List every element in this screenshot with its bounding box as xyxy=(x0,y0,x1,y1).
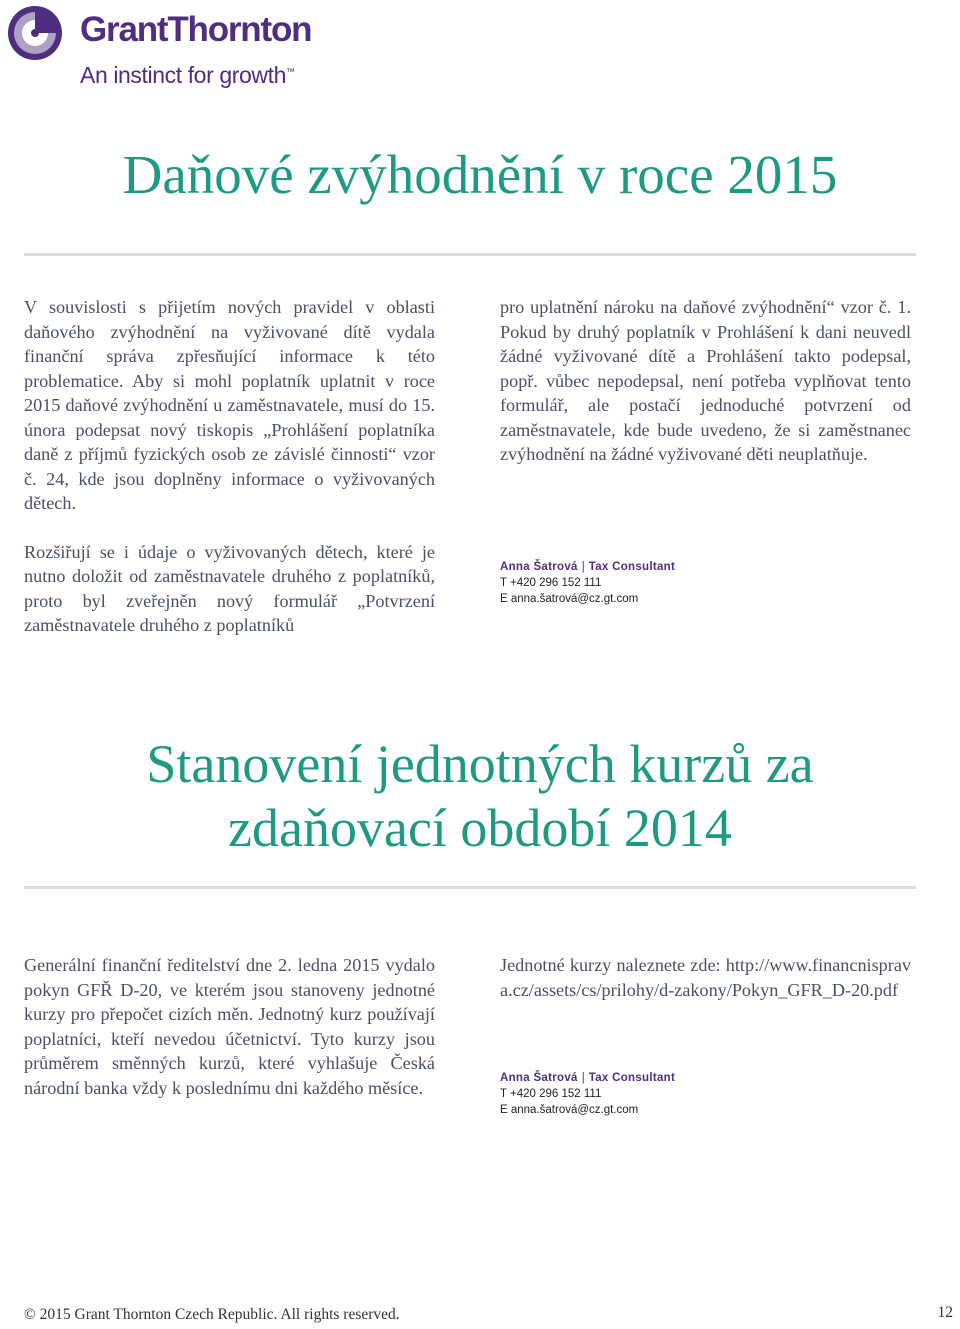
divider xyxy=(24,886,916,889)
grant-thornton-logo-mark-icon xyxy=(6,4,64,62)
brand-name: GrantThornton xyxy=(80,10,312,49)
contact-phone: T +420 296 152 111 xyxy=(500,1088,602,1100)
divider xyxy=(24,253,916,256)
article-2-left-column xyxy=(24,953,435,1100)
page-number: 12 xyxy=(937,1304,953,1321)
grant-thornton-logo xyxy=(6,4,312,96)
contact-separator: | xyxy=(581,561,585,573)
contact-role: Tax Consultant xyxy=(588,1072,676,1084)
article-1-contact xyxy=(500,559,820,607)
contact-name-line xyxy=(500,559,820,575)
contact-role: Tax Consultant xyxy=(588,561,676,573)
contact-name-line xyxy=(500,1070,820,1086)
contact-separator: | xyxy=(581,1072,585,1084)
article-2-title xyxy=(0,732,960,860)
article-1-paragraph-3: pro uplatnění nároku na daňové zvýhodnění“ vzor č. 1. Pokud by druhý poplatník v Prohlášení k dani neuvedl žádné vyživované dítě a Prohlášení takto podepsal, popř. vůbec nepodepsal, není potřeba vyplňovat tento formulář, ale postačí jednoduché potvrzení od zaměstnavatele, kde bude uvedeno, že si zaměstnanec zvýhodnění na žádné vyživované děti neuplatňuje. xyxy=(500,297,911,464)
brand-tagline: An instinct for growth™ xyxy=(80,62,295,88)
article-2-right-column xyxy=(500,953,911,1002)
article-2-contact xyxy=(500,1070,820,1118)
article-1-right-column xyxy=(500,295,911,467)
article-2-paragraph-2[interactable]: Jednotné kurzy naleznete zde: http://www.financnisprava.cz/assets/cs/prilohy/d-zakony/Pokyn_GFR_D-20.pdf xyxy=(500,955,911,1000)
article-2-title-line-2: zdaňovací období 2014 xyxy=(228,798,732,858)
article-2-title-line-1: Stanovení jednotných kurzů za xyxy=(146,734,814,794)
contact-name: Anna Šatrová xyxy=(500,1072,578,1084)
article-1-paragraph-1: V souvislosti s přijetím nových pravidel v oblasti daňového zvýhodnění na vyživované dítě vydala finanční správa zpřesňující informace k této problematice. Aby si mohl poplatník uplatnit v roce 2015 daňové zvýhodnění u zaměstnavatele, musí do 15. února podepsat nový tiskopis „Prohlášení poplatníka daně z příjmů fyzických osob ze závislé činnosti“ vzor č. 24, kde jsou doplněny informace o vyživovaných dětech. xyxy=(24,297,435,513)
footer-copyright: © 2015 Grant Thornton Czech Republic. All rights reserved. xyxy=(24,1306,400,1323)
contact-phone: T +420 296 152 111 xyxy=(500,577,602,589)
article-1-left-column xyxy=(24,295,435,638)
article-1-title: Daňové zvýhodnění v roce 2015 xyxy=(122,144,838,205)
article-2-paragraph-1: Generální finanční ředitelství dne 2. ledna 2015 vydalo pokyn GFŘ D-20, ve kterém jsou stanoveny jednotné kurzy pro přepočet cizích měn. Jednotný kurz používají poplatníci, kteří nevedou účetnictví. Tyto kurzy jsou průměrem směnných kurzů, které vyhlašuje Česká národní banka vždy k poslednímu dni každého měsíce. xyxy=(24,955,435,1098)
contact-email[interactable]: E anna.šatrová@cz.gt.com xyxy=(500,1104,639,1116)
contact-email[interactable]: E anna.šatrová@cz.gt.com xyxy=(500,593,639,605)
article-1-paragraph-2: Rozšiřují se i údaje o vyživovaných dětech, které je nutno doložit od zaměstnavatele druhého z poplatníků, proto byl zveřejněn nový formulář „Potvrzení zaměstnavatele druhého z poplatníků xyxy=(24,541,435,635)
contact-name: Anna Šatrová xyxy=(500,561,578,573)
